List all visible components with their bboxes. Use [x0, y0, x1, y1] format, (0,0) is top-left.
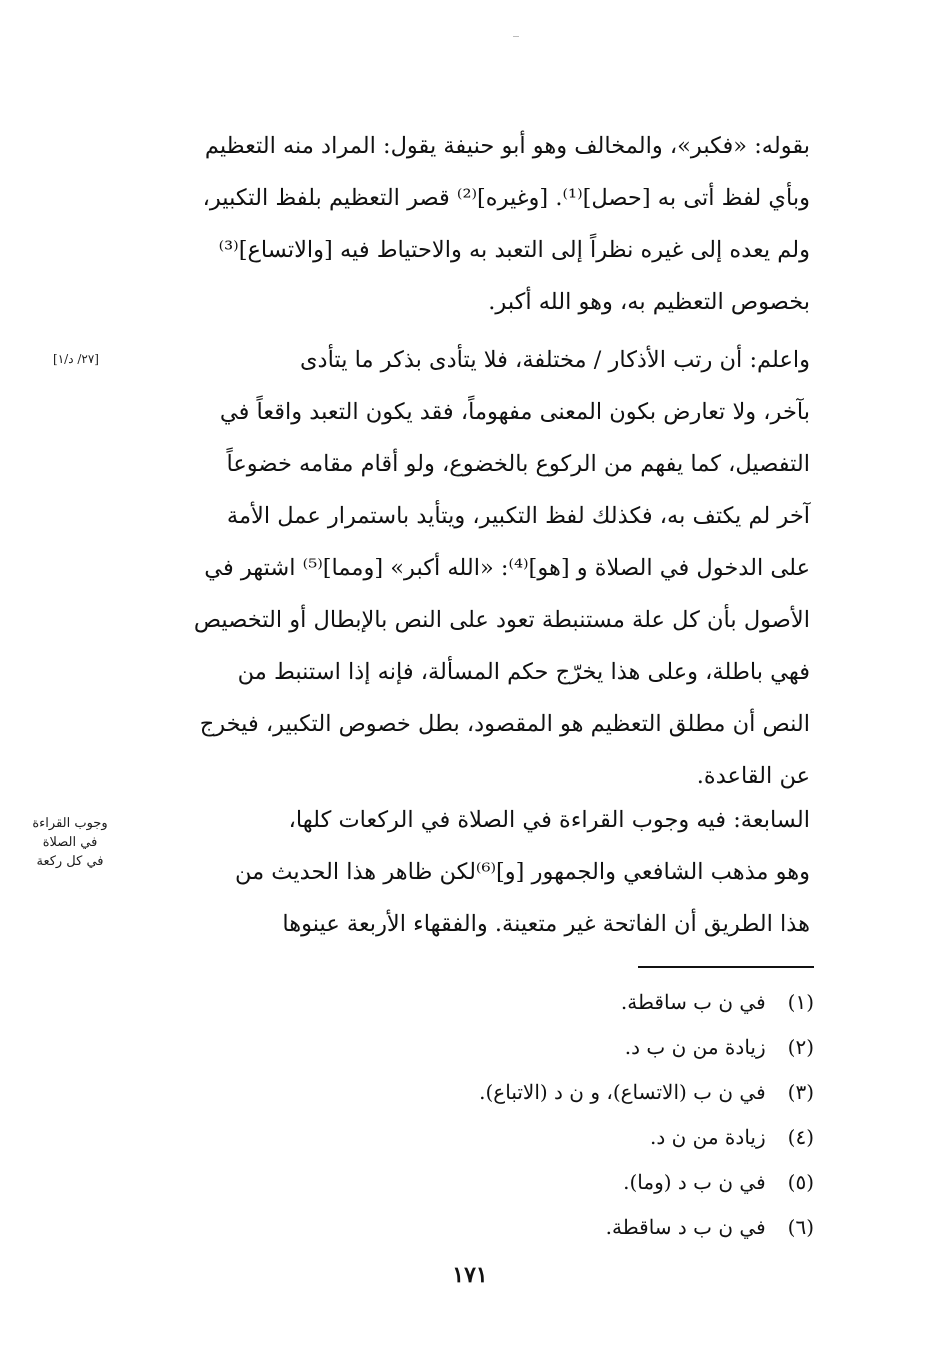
text-line: فهي باطلة، وعلى هذا يخرّج حكم المسألة، فإنه إذا استنبط من	[237, 659, 810, 685]
footnote	[360, 1160, 814, 1205]
topic-note-line: وجوب القراءة	[32, 816, 108, 831]
footnote-number: (٥)	[787, 1170, 814, 1194]
footnote-number: (٢)	[787, 1035, 814, 1059]
topic-note-line: في الصلاة	[42, 835, 98, 850]
footnote	[360, 1025, 814, 1070]
text-line: بآخر، ولا تعارض بكون المعنى مفهوماً، فقد يكون التعبد واقعاً في	[219, 399, 810, 425]
footnote-text: في ن ب د (وما).	[623, 1170, 766, 1194]
paragraph-1	[130, 120, 810, 328]
footnote-number: (٤)	[787, 1125, 814, 1149]
footnote-text: في ن ب (الاتساع)، و ن د (الاتباع).	[479, 1080, 766, 1104]
footnote	[360, 980, 814, 1025]
footnote-text: زيادة من ن د.	[649, 1125, 766, 1149]
text-line: عن القاعدة.	[696, 763, 810, 789]
footnote	[360, 1205, 814, 1250]
paragraph-3	[130, 794, 810, 950]
footnote-number: (١)	[787, 990, 814, 1014]
text-line: بخصوص التعظيم به، وهو الله أكبر.	[488, 289, 810, 315]
text-line: وبأي لفظ أتى به [حصل]⁽¹⁾. [وغيره]⁽²⁾ قصر التعظيم بلفظ التكبير،	[202, 185, 810, 211]
footnotes	[360, 980, 814, 1250]
manuscript-reference-note: [٢٧/ د/١]	[53, 352, 99, 366]
topic-note-line: في كل ركعة	[36, 854, 104, 869]
footnote-text: في ن ب د ساقطة.	[605, 1215, 766, 1239]
text-line: الأصول بأن كل علة مستنبطة تعود على النص بالإبطال أو التخصيص	[193, 607, 810, 633]
text-line: واعلم: أن رتب الأذكار / مختلفة، فلا يتأدى بذكر ما يتأدى	[299, 347, 810, 373]
text-line: على الدخول في الصلاة و [هو]⁽⁴⁾: «الله أكبر» [ومما]⁽⁵⁾ اشتهر في	[204, 555, 810, 581]
footnote-number: (٦)	[787, 1215, 814, 1239]
text-line: هذا الطريق أن الفاتحة غير متعينة. والفقهاء الأربعة عينوها	[282, 911, 810, 937]
text-line: آخر لم يكتف به، فكذلك لفظ التكبير، ويتأيد باستمرار عمل الأمة	[226, 503, 810, 529]
footnote	[360, 1115, 814, 1160]
footnote-text: زيادة من ن ب د.	[624, 1035, 766, 1059]
text-line: وهو مذهب الشافعي والجمهور [و]⁽⁶⁾لكن ظاهر هذا الحديث من	[234, 859, 810, 885]
text-line: ولم يعده إلى غيره نظراً إلى التعبد به والاحتياط فيه [والاتساع]⁽³⁾	[218, 237, 810, 263]
text-line: السابعة: فيه وجوب القراءة في الصلاة في الركعات كلها،	[288, 807, 810, 833]
page-number: ١٧١	[452, 1262, 488, 1288]
topic-margin-note	[18, 814, 122, 871]
footnote	[360, 1070, 814, 1115]
footnote-number: (٣)	[787, 1080, 814, 1104]
text-line: التفصيل، كما يفهم من الركوع بالخضوع، ولو أقام مقامه خضوعاً	[226, 451, 810, 477]
paragraph-2	[130, 334, 810, 802]
footnote-separator	[638, 966, 814, 968]
scan-mark	[513, 36, 519, 37]
text-line: النص أن مطلق التعظيم هو المقصود، بطل خصوص التكبير، فيخرج	[199, 711, 810, 737]
footnote-text: في ن ب ساقطة.	[620, 990, 766, 1014]
text-line: بقوله: «فكبر»، والمخالف وهو أبو حنيفة يقول: المراد منه التعظيم	[204, 133, 810, 159]
